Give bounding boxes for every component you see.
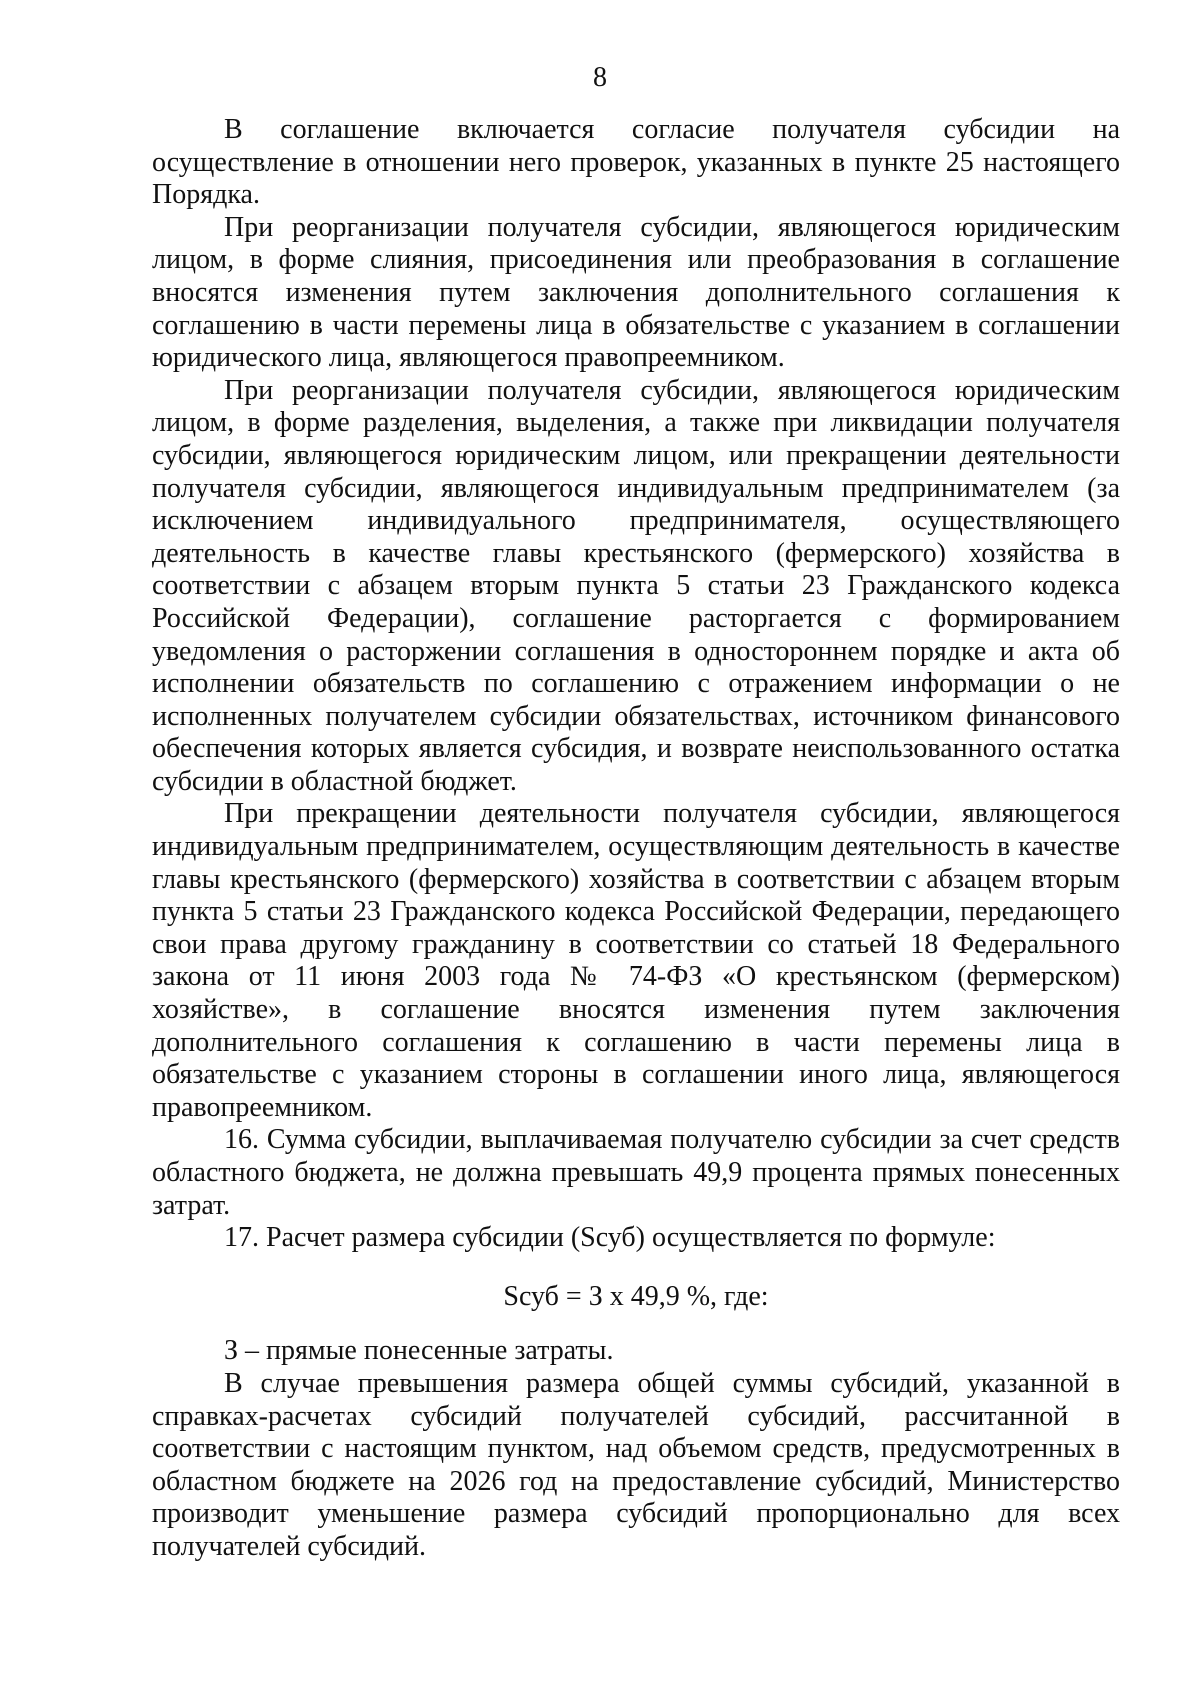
document-body [152,114,1120,1564]
paragraph-farm-termination: При прекращении деятельности получателя субсидии, являющегося индивидуальным предпринимателем, осуществляющим деятельность в качестве главы крестьянского (фермерского) хозяйства в соответствии с абзацем вторым пункта 5 статьи 23 Гражданского кодекса Российской Федерации, передающего свои права другому гражданину в соответствии со статьей 18 Федерального закона от 11 июня 2003 года № 74-ФЗ «О крестьянском (фермерском) хозяйстве», в соглашение вносятся изменения путем заключения дополнительного соглашения к соглашению в части перемены лица в обязательстве с указанием стороны в соглашении иного лица, являющегося правопреемником. [152,798,1120,1123]
page-number: 8 [593,62,607,93]
paragraph-reorganization-merger: При реорганизации получателя субсидии, являющегося юридическим лицом, в форме слияния, присоединения или преобразования в соглашение вносятся изменения путем заключения дополнительного соглашения к соглашению в части перемены лица в обязательстве с указанием в соглашении юридического лица, являющегося правопреемником. [152,211,1120,374]
paragraph-16-subsidy-limit: 16. Сумма субсидии, выплачиваемая получателю субсидии за счет средств областного бюджета, не должна превышать 49,9 процента прямых понесенных затрат. [152,1124,1120,1221]
formula-definition: З – прямые понесенные затраты. [224,1335,614,1367]
paragraph-reorganization-division: При реорганизации получателя субсидии, являющегося юридическим лицом, в форме разделения, выделения, а также при ликвидации получателя субсидии, являющегося юридическим лицом, или прекращении деятельности получателя субсидии, являющегося индивидуальным предпринимателем (за исключением индивидуального предпринимателя, осуществляющего деятельность в качестве главы крестьянского (фермерского) хозяйства в соответствии с абзацем вторым пункта 5 статьи 23 Гражданского кодекса Российской Федерации), соглашение расторгается с формированием уведомления о расторжении соглашения в одностороннем порядке и акта об исполнении обязательств по соглашению с отражением информации о не исполненных получателем субсидии обязательствах, источником финансового обеспечения которых является субсидия, и возврате неиспользованного остатка субсидии в областной бюджет. [152,374,1120,797]
paragraph-17-calculation: 17. Расчет размера субсидии (Sсуб) осуществляется по формуле: [224,1222,996,1254]
subsidy-formula: Sсуб = З х 49,9 %, где: [503,1280,769,1312]
paragraph-proportional-reduction: В случае превышения размера общей суммы субсидий, указанной в справках-расчетах субсидий получателей субсидий, рассчитанной в соответствии с настоящим пунктом, над объемом средств, предусмотренных в областном бюджете на 2026 год на предоставление субсидий, Министерство производит уменьшение размера субсидий пропорционально для всех получателей субсидий. [152,1367,1120,1562]
paragraph-agreement-consent: В соглашение включается согласие получателя субсидии на осуществление в отношении него проверок, указанных в пункте 25 настоящего Порядка. [152,114,1120,211]
